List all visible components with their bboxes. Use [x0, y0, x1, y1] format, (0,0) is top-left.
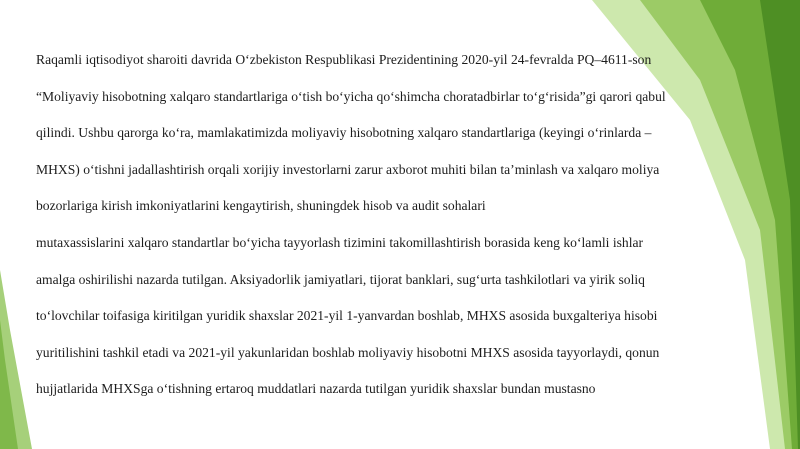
text-line: Raqamli iqtisodiyot sharoiti davrida O‘zbekiston Respublikasi Prezidentining 2020-yil 24-fevralda PQ–4611-son — [36, 52, 652, 67]
text-line: amalga oshirilishi nazarda tutilgan. Aksiyadorlik jamiyatlari, tijorat banklari, sug‘urta tashkilotlari va yirik soliq — [36, 271, 645, 287]
body-text — [36, 50, 756, 416]
text-line: MHXS) o‘tishni jadallashtirish orqali xorijiy investorlarni zarur axborot muhiti bilan ta’minlash va xalqaro moliya — [36, 161, 660, 177]
text-line: hujjatlarida MHXSga o‘tishning ertaroq muddatlari nazarda tutilgan yuridik shaxslar bundan mustasno — [36, 381, 596, 397]
text-line: yuritilishini tashkil etadi va 2021-yil yakunlaridan boshlab moliyaviy hisobotni MHXS asosida tayyorlaydi, qonun — [36, 344, 660, 360]
text-line: qilindi. Ushbu qarorga ko‘ra, mamlakatimizda moliyaviy hisobotning xalqaro standartlariga (keyingi o‘rinlarda – — [36, 125, 652, 141]
text-line: “Moliyaviy hisobotning xalqaro standartlariga o‘tish bo‘yicha qo‘shimcha choratadbirlar to‘g‘risida”gi qarori qabul — [36, 88, 666, 104]
text-line: to‘lovchilar toifasiga kiritilgan yuridik shaxslar 2021-yil 1-yanvardan boshlab, MHXS asosida buxgalteriya hisobi — [36, 308, 658, 324]
text-line: mutaxassislarini xalqaro standartlar bo‘yicha tayyorlash tizimini takomillashtirish borasida keng ko‘lamli ishlar — [36, 234, 644, 250]
text-line: bozorlariga kirish imkoniyatlarini kengaytirish, shuningdek hisob va audit sohalari — [36, 198, 486, 214]
